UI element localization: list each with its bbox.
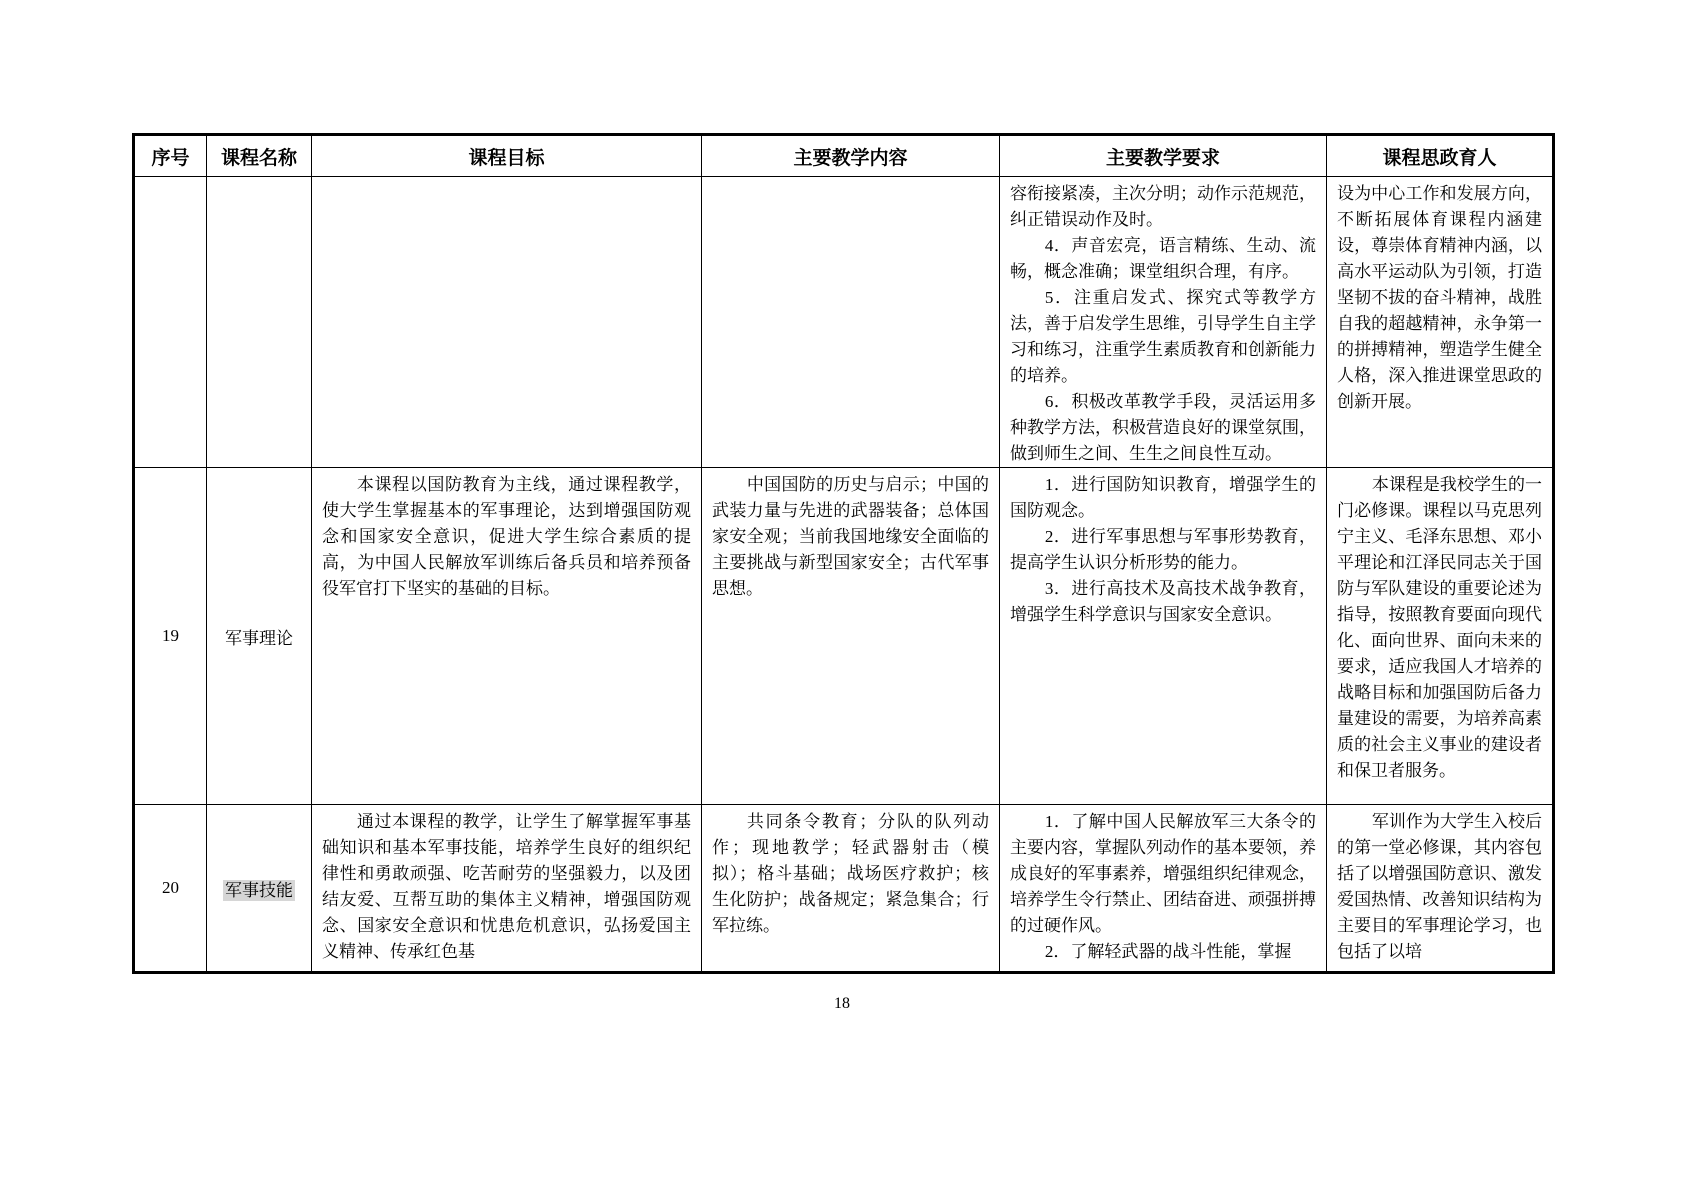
cell-content <box>702 468 1000 805</box>
table-row <box>134 805 1554 973</box>
column-header-course-name: 课程名称 <box>207 135 312 177</box>
cell-paragraph: 4．声音宏亮，语言精练、生动、流畅，概念准确；课堂组织合理，有序。 <box>1010 236 1316 281</box>
cell-requirements <box>1000 805 1327 973</box>
cell-paragraph: 5．注重启发式、探究式等教学方法，善于启发学生思维，引导学生自主学习和练习，注重学生素质教育和创新能力的培养。 <box>1010 288 1316 385</box>
column-header-ideology: 课程思政育人 <box>1327 135 1554 177</box>
cell-paragraph: 2．了解轻武器的战斗性能，掌握 <box>1044 942 1292 961</box>
cell-course-name <box>207 805 312 973</box>
cell-content <box>702 177 1000 468</box>
cell-paragraph: 6．积极改革教学手段，灵活运用多种教学方法，积极营造良好的课堂氛围，做到师生之间、生生之间良性互动。 <box>1010 392 1316 463</box>
cell-objectives <box>312 177 702 468</box>
cell-objectives <box>312 805 702 973</box>
cell-content <box>702 805 1000 973</box>
page-number: 18 <box>834 995 850 1012</box>
header-row <box>134 135 1554 177</box>
cell-requirements <box>1000 177 1327 468</box>
cell-paragraph: 本课程是我校学生的一门必修课。课程以马克思列宁主义、毛泽东思想、邓小平理论和江泽民同志关于国防与军队建设的重要论述为指导，按照教育要面向现代化、面向世界、面向未来的要求，适应我国人才培养的战略目标和加强国防后备力量建设的需要，为培养高素质的社会主义事业的建设者和保卫者服务。 <box>1337 475 1542 780</box>
cell-requirements <box>1000 468 1327 805</box>
column-header-objectives: 课程目标 <box>312 135 702 177</box>
cell-paragraph: 共同条令教育；分队的队列动作；现地教学；轻武器射击（模拟）；格斗基础；战场医疗救护；核生化防护；战备规定；紧急集合；行军拉练。 <box>712 812 989 935</box>
cell-course-number: 20 <box>134 805 207 973</box>
cell-paragraph: 中国国防的历史与启示；中国的武装力量与先进的武器装备；总体国家安全观；当前我国地缘安全面临的主要挑战与新型国家安全；古代军事思想。 <box>712 475 989 598</box>
cell-course-number <box>134 177 207 468</box>
course-name-text: 军事理论 <box>225 628 293 648</box>
cell-course-name <box>207 177 312 468</box>
cell-objectives <box>312 468 702 805</box>
highlighted-course-name: 军事技能 <box>225 880 293 900</box>
column-header-content: 主要教学内容 <box>702 135 1000 177</box>
cell-course-name <box>207 468 312 805</box>
table-header <box>134 135 1554 177</box>
table-row <box>134 177 1554 468</box>
column-header-requirements: 主要教学要求 <box>1000 135 1327 177</box>
cell-paragraph: 1．进行国防知识教育，增强学生的国防观念。 <box>1010 475 1316 520</box>
cell-paragraph: 通过本课程的教学，让学生了解掌握军事基础知识和基本军事技能，培养学生良好的组织纪律性和勇敢顽强、吃苦耐劳的坚强毅力，以及团结友爱、互帮互助的集体主义精神，增强国防观念、国家安全意识和忧患危机意识，弘扬爱国主义精神、传承红色基 <box>322 812 691 961</box>
cell-course-number: 19 <box>134 468 207 805</box>
course-table <box>132 133 1555 974</box>
cell-paragraph: 本课程以国防教育为主线，通过课程教学，使大学生掌握基本的军事理论，达到增强国防观念和国家安全意识，促进大学生综合素质的提高，为中国人民解放军训练后备兵员和培养预备役军官打下坚实的基础的目标。 <box>322 475 691 598</box>
cell-ideology <box>1327 805 1554 973</box>
cell-paragraph: 设为中心工作和发展方向，不断拓展体育课程内涵建设，尊崇体育精神内涵，以高水平运动队为引领，打造坚韧不拔的奋斗精神，战胜自我的超越精神，永争第一的拼搏精神，塑造学生健全人格，深入推进课堂思政的创新开展。 <box>1337 184 1542 411</box>
cell-paragraph: 1．了解中国人民解放军三大条令的主要内容，掌握队列动作的基本要领，养成良好的军事素养，增强组织纪律观念，培养学生令行禁止、团结奋进、顽强拼搏的过硬作风。 <box>1010 812 1316 935</box>
table-body <box>134 177 1554 973</box>
cell-paragraph: 3．进行高技术及高技术战争教育，增强学生科学意识与国家安全意识。 <box>1010 579 1316 624</box>
column-header-number: 序号 <box>134 135 207 177</box>
cell-paragraph: 军训作为大学生入校后的第一堂必修课，其内容包括了以增强国防意识、激发爱国热情、改善知识结构为主要目的军事理论学习，也包括了以培 <box>1337 812 1542 961</box>
cell-ideology <box>1327 177 1554 468</box>
cell-ideology <box>1327 468 1554 805</box>
table-row <box>134 468 1554 805</box>
cell-paragraph: 2．进行军事思想与军事形势教育，提高学生认识分析形势的能力。 <box>1010 527 1316 572</box>
cell-paragraph: 容衔接紧凑，主次分明；动作示范规范，纠正错误动作及时。 <box>1010 184 1316 229</box>
